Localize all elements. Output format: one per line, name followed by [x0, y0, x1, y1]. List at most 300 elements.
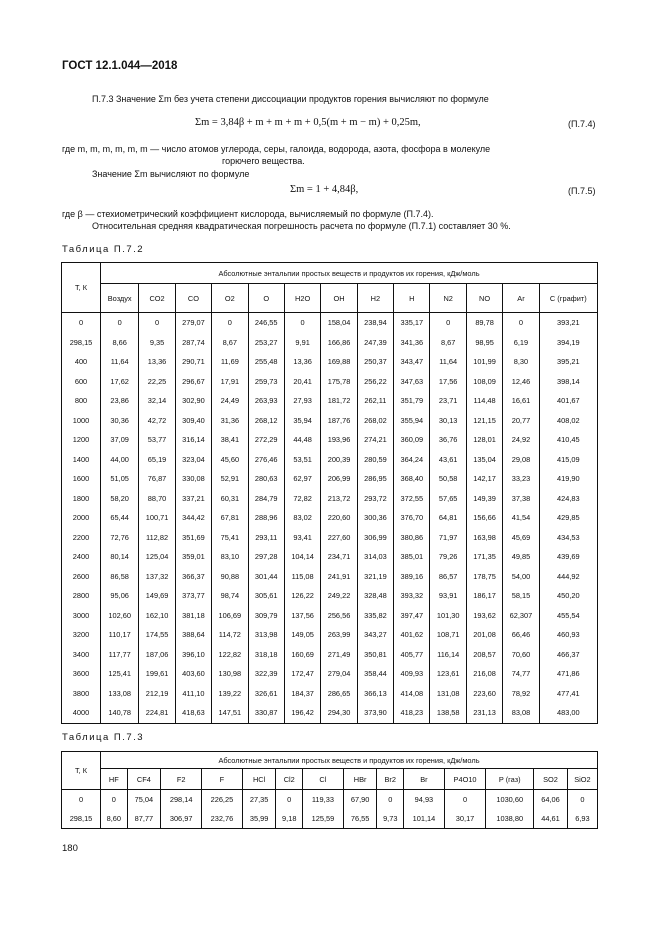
value-cell: 0: [377, 790, 404, 810]
temperature-cell: 3400: [62, 645, 101, 665]
value-cell: 20,41: [284, 372, 320, 392]
value-cell: 104,14: [284, 547, 320, 567]
value-cell: 9,73: [377, 809, 404, 829]
value-cell: 255,48: [248, 352, 284, 372]
value-cell: 395,21: [539, 352, 597, 372]
value-cell: 314,03: [357, 547, 393, 567]
value-cell: 86,58: [101, 567, 139, 587]
value-cell: 477,41: [539, 684, 597, 704]
value-cell: 45,69: [503, 528, 539, 548]
value-cell: 0: [444, 790, 485, 810]
value-cell: 149,05: [284, 625, 320, 645]
value-cell: 17,91: [212, 372, 248, 392]
value-cell: 75,41: [212, 528, 248, 548]
temperature-cell: 400: [62, 352, 101, 372]
value-cell: 24,49: [212, 391, 248, 411]
column-header: C (графит): [539, 284, 597, 313]
value-cell: 256,22: [357, 372, 393, 392]
value-cell: 9,18: [276, 809, 303, 829]
value-cell: 95,06: [101, 586, 139, 606]
value-cell: 268,12: [248, 411, 284, 431]
value-cell: 86,57: [430, 567, 466, 587]
paragraph-value: Значение Σm вычисляют по формуле: [92, 169, 250, 179]
value-cell: 302,90: [175, 391, 211, 411]
column-header: Cl2: [276, 769, 303, 790]
value-cell: 74,77: [503, 664, 539, 684]
value-cell: 178,75: [466, 567, 502, 587]
value-cell: 297,28: [248, 547, 284, 567]
value-cell: 401,62: [394, 625, 430, 645]
table1-group-header: Абсолютные энтальпии простых веществ и продуктов их горения, кДж/моль: [101, 263, 598, 284]
value-cell: 62,307: [503, 606, 539, 626]
value-cell: 42,72: [139, 411, 175, 431]
value-cell: 187,76: [321, 411, 357, 431]
value-cell: 216,08: [466, 664, 502, 684]
value-cell: 22,25: [139, 372, 175, 392]
value-cell: 122,82: [212, 645, 248, 665]
value-cell: 37,38: [503, 489, 539, 509]
value-cell: 200,39: [321, 450, 357, 470]
column-header: N2: [430, 284, 466, 313]
value-cell: 184,37: [284, 684, 320, 704]
temperature-cell: 2200: [62, 528, 101, 548]
temperature-cell: 4000: [62, 703, 101, 723]
value-cell: 351,79: [394, 391, 430, 411]
value-cell: 256,56: [321, 606, 357, 626]
table-row: [62, 430, 598, 450]
value-cell: 102,60: [101, 606, 139, 626]
value-cell: 60,31: [212, 489, 248, 509]
value-cell: 411,10: [175, 684, 211, 704]
value-cell: 187,06: [139, 645, 175, 665]
value-cell: 24,92: [503, 430, 539, 450]
temperature-cell: 3200: [62, 625, 101, 645]
value-cell: 231,13: [466, 703, 502, 723]
value-cell: 29,08: [503, 450, 539, 470]
value-cell: 249,22: [321, 586, 357, 606]
value-cell: 224,81: [139, 703, 175, 723]
value-cell: 409,93: [394, 664, 430, 684]
formula-p74: Σm = 3,84β + m + m + m + 0,5(m + m − m) + 0,25m,: [195, 117, 421, 128]
value-cell: 306,99: [357, 528, 393, 548]
table-row: [62, 645, 598, 665]
temperature-cell: 2600: [62, 567, 101, 587]
table-row: [62, 809, 598, 829]
value-cell: 101,30: [430, 606, 466, 626]
column-header: SiO2: [567, 769, 597, 790]
value-cell: 71,97: [430, 528, 466, 548]
value-cell: 397,47: [394, 606, 430, 626]
value-cell: 415,09: [539, 450, 597, 470]
value-cell: 296,67: [175, 372, 211, 392]
column-header: CO: [175, 284, 211, 313]
value-cell: 280,63: [248, 469, 284, 489]
temperature-cell: 1000: [62, 411, 101, 431]
value-cell: 201,08: [466, 625, 502, 645]
value-cell: 247,39: [357, 333, 393, 353]
table-row: [62, 664, 598, 684]
value-cell: 246,55: [248, 313, 284, 333]
value-cell: 0: [101, 790, 128, 810]
value-cell: 44,00: [101, 450, 139, 470]
table-row: [62, 684, 598, 704]
value-cell: 98,95: [466, 333, 502, 353]
value-cell: 78,92: [503, 684, 539, 704]
value-cell: 321,19: [357, 567, 393, 587]
value-cell: 293,11: [248, 528, 284, 548]
value-cell: 368,40: [394, 469, 430, 489]
value-cell: 227,60: [321, 528, 357, 548]
table-row: [62, 625, 598, 645]
value-cell: 238,94: [357, 313, 393, 333]
value-cell: 8,30: [503, 352, 539, 372]
value-cell: 0: [567, 790, 597, 810]
value-cell: 58,20: [101, 489, 139, 509]
value-cell: 398,14: [539, 372, 597, 392]
value-cell: 344,42: [175, 508, 211, 528]
value-cell: 263,99: [321, 625, 357, 645]
value-cell: 137,56: [284, 606, 320, 626]
table-row: [62, 508, 598, 528]
value-cell: 51,05: [101, 469, 139, 489]
table-p72: [61, 262, 598, 724]
value-cell: 30,17: [444, 809, 485, 829]
value-cell: 8,67: [430, 333, 466, 353]
column-header: Br: [404, 769, 445, 790]
value-cell: 8,66: [101, 333, 139, 353]
value-cell: 199,61: [139, 664, 175, 684]
value-cell: 35,99: [242, 809, 276, 829]
value-cell: 54,00: [503, 567, 539, 587]
value-cell: 172,47: [284, 664, 320, 684]
value-cell: 429,85: [539, 508, 597, 528]
paragraph-where2: где β — стехиометрический коэффициент кислорода, вычисляемый по формуле (П.7.4).: [62, 209, 434, 219]
value-cell: 158,04: [321, 313, 357, 333]
value-cell: 49,85: [503, 547, 539, 567]
value-cell: 293,72: [357, 489, 393, 509]
value-cell: 23,71: [430, 391, 466, 411]
value-cell: 337,21: [175, 489, 211, 509]
value-cell: 166,86: [321, 333, 357, 353]
value-cell: 93,41: [284, 528, 320, 548]
value-cell: 35,94: [284, 411, 320, 431]
temperature-cell: 0: [62, 313, 101, 333]
value-cell: 13,36: [139, 352, 175, 372]
value-cell: 280,59: [357, 450, 393, 470]
value-cell: 358,44: [357, 664, 393, 684]
value-cell: 335,17: [394, 313, 430, 333]
value-cell: 232,76: [202, 809, 243, 829]
value-cell: 347,63: [394, 372, 430, 392]
value-cell: 271,49: [321, 645, 357, 665]
value-cell: 9,91: [284, 333, 320, 353]
value-cell: 87,77: [127, 809, 161, 829]
value-cell: 126,22: [284, 586, 320, 606]
table2-tk-header: Т, К: [62, 752, 101, 790]
value-cell: 76,55: [343, 809, 377, 829]
temperature-cell: 3600: [62, 664, 101, 684]
value-cell: 38,41: [212, 430, 248, 450]
value-cell: 366,37: [175, 567, 211, 587]
value-cell: 6,19: [503, 333, 539, 353]
value-cell: 250,37: [357, 352, 393, 372]
value-cell: 323,04: [175, 450, 211, 470]
value-cell: 83,08: [503, 703, 539, 723]
value-cell: 223,60: [466, 684, 502, 704]
value-cell: 350,81: [357, 645, 393, 665]
temperature-cell: 0: [62, 790, 101, 810]
value-cell: 90,88: [212, 567, 248, 587]
value-cell: 408,02: [539, 411, 597, 431]
value-cell: 434,53: [539, 528, 597, 548]
column-header: F: [202, 769, 243, 790]
value-cell: 419,90: [539, 469, 597, 489]
value-cell: 393,32: [394, 586, 430, 606]
table-row: [62, 313, 598, 333]
temperature-cell: 1600: [62, 469, 101, 489]
value-cell: 16,61: [503, 391, 539, 411]
value-cell: 0: [139, 313, 175, 333]
value-cell: 186,17: [466, 586, 502, 606]
value-cell: 0: [276, 790, 303, 810]
value-cell: 424,83: [539, 489, 597, 509]
value-cell: 181,72: [321, 391, 357, 411]
column-header: H2O: [284, 284, 320, 313]
paragraph-p73: П.7.3 Значение Σm без учета степени диссоциации продуктов горения вычисляют по формуле: [92, 94, 489, 104]
value-cell: 0: [101, 313, 139, 333]
value-cell: 9,35: [139, 333, 175, 353]
value-cell: 8,60: [101, 809, 128, 829]
table1-caption: Таблица П.7.2: [62, 244, 145, 255]
value-cell: 286,95: [357, 469, 393, 489]
value-cell: 41,54: [503, 508, 539, 528]
value-cell: 53,77: [139, 430, 175, 450]
temperature-cell: 1800: [62, 489, 101, 509]
value-cell: 414,08: [394, 684, 430, 704]
table2-group-header: Абсолютные энтальпии простых веществ и продуктов их горения, кДж/моль: [101, 752, 598, 769]
table-row: [62, 333, 598, 353]
value-cell: 156,66: [466, 508, 502, 528]
value-cell: 355,94: [394, 411, 430, 431]
value-cell: 418,63: [175, 703, 211, 723]
value-cell: 309,40: [175, 411, 211, 431]
table-row: [62, 586, 598, 606]
table-row: [62, 411, 598, 431]
table-row: [62, 489, 598, 509]
value-cell: 149,39: [466, 489, 502, 509]
value-cell: 11,69: [212, 352, 248, 372]
value-cell: 328,48: [357, 586, 393, 606]
value-cell: 32,14: [139, 391, 175, 411]
value-cell: 138,58: [430, 703, 466, 723]
column-header: Cl: [303, 769, 344, 790]
value-cell: 17,62: [101, 372, 139, 392]
value-cell: 67,81: [212, 508, 248, 528]
column-header: H2: [357, 284, 393, 313]
value-cell: 220,60: [321, 508, 357, 528]
value-cell: 286,65: [321, 684, 357, 704]
value-cell: 364,24: [394, 450, 430, 470]
column-header: CO2: [139, 284, 175, 313]
table-row: [62, 372, 598, 392]
column-header: F2: [161, 769, 202, 790]
value-cell: 389,16: [394, 567, 430, 587]
value-cell: 114,48: [466, 391, 502, 411]
value-cell: 65,19: [139, 450, 175, 470]
value-cell: 108,09: [466, 372, 502, 392]
temperature-cell: 2400: [62, 547, 101, 567]
value-cell: 6,93: [567, 809, 597, 829]
column-header: OH: [321, 284, 357, 313]
value-cell: 142,17: [466, 469, 502, 489]
value-cell: 12,46: [503, 372, 539, 392]
table-row: [62, 469, 598, 489]
paragraph-where1-cont: горючего вещества.: [222, 156, 305, 166]
value-cell: 0: [430, 313, 466, 333]
value-cell: 50,58: [430, 469, 466, 489]
value-cell: 301,44: [248, 567, 284, 587]
value-cell: 193,96: [321, 430, 357, 450]
value-cell: 287,74: [175, 333, 211, 353]
value-cell: 121,15: [466, 411, 502, 431]
temperature-cell: 298,15: [62, 809, 101, 829]
value-cell: 67,90: [343, 790, 377, 810]
temperature-cell: 600: [62, 372, 101, 392]
value-cell: 93,91: [430, 586, 466, 606]
value-cell: 33,23: [503, 469, 539, 489]
value-cell: 322,39: [248, 664, 284, 684]
value-cell: 112,82: [139, 528, 175, 548]
column-header: Воздух: [101, 284, 139, 313]
value-cell: 94,93: [404, 790, 445, 810]
value-cell: 123,61: [430, 664, 466, 684]
value-cell: 128,01: [466, 430, 502, 450]
value-cell: 43,61: [430, 450, 466, 470]
value-cell: 341,36: [394, 333, 430, 353]
value-cell: 351,69: [175, 528, 211, 548]
value-cell: 380,86: [394, 528, 430, 548]
value-cell: 373,90: [357, 703, 393, 723]
value-cell: 57,65: [430, 489, 466, 509]
paragraph-where1: где m, m, m, m, m, m — число атомов углерода, серы, галоида, водорода, азота, фосфора в молекуле: [62, 144, 491, 154]
value-cell: 53,51: [284, 450, 320, 470]
value-cell: 31,36: [212, 411, 248, 431]
document-header: ГОСТ 12.1.044—2018: [62, 60, 178, 72]
paragraph-error: Относительная средняя квадратическая погрешность расчета по формуле (П.7.1) составляет 30 %.: [92, 221, 511, 231]
value-cell: 241,91: [321, 567, 357, 587]
value-cell: 276,46: [248, 450, 284, 470]
formula-number-p75: (П.7.5): [568, 186, 596, 196]
value-cell: 193,62: [466, 606, 502, 626]
value-cell: 83,10: [212, 547, 248, 567]
value-cell: 163,98: [466, 528, 502, 548]
value-cell: 11,64: [101, 352, 139, 372]
value-cell: 450,20: [539, 586, 597, 606]
temperature-cell: 1400: [62, 450, 101, 470]
value-cell: 64,06: [534, 790, 568, 810]
value-cell: 206,99: [321, 469, 357, 489]
value-cell: 343,27: [357, 625, 393, 645]
value-cell: 213,72: [321, 489, 357, 509]
table-row: [62, 528, 598, 548]
value-cell: 0: [503, 313, 539, 333]
value-cell: 117,77: [101, 645, 139, 665]
value-cell: 305,61: [248, 586, 284, 606]
value-cell: 64,81: [430, 508, 466, 528]
value-cell: 326,61: [248, 684, 284, 704]
value-cell: 1030,60: [486, 790, 534, 810]
value-cell: 381,18: [175, 606, 211, 626]
table2-caption: Таблица П.7.3: [62, 732, 145, 743]
value-cell: 83,02: [284, 508, 320, 528]
value-cell: 372,55: [394, 489, 430, 509]
value-cell: 318,18: [248, 645, 284, 665]
formula-number-p74: (П.7.4): [568, 119, 596, 129]
value-cell: 70,60: [503, 645, 539, 665]
value-cell: 444,92: [539, 567, 597, 587]
temperature-cell: 2000: [62, 508, 101, 528]
value-cell: 288,96: [248, 508, 284, 528]
table1-tk-header: Т, К: [62, 263, 101, 313]
value-cell: 330,08: [175, 469, 211, 489]
value-cell: 30,36: [101, 411, 139, 431]
value-cell: 330,87: [248, 703, 284, 723]
page-number: 180: [62, 843, 78, 854]
value-cell: 284,79: [248, 489, 284, 509]
value-cell: 313,98: [248, 625, 284, 645]
value-cell: 125,59: [303, 809, 344, 829]
value-cell: 309,79: [248, 606, 284, 626]
value-cell: 396,10: [175, 645, 211, 665]
value-cell: 135,04: [466, 450, 502, 470]
table-p73: [61, 751, 598, 829]
value-cell: 316,14: [175, 430, 211, 450]
value-cell: 75,04: [127, 790, 161, 810]
value-cell: 110,17: [101, 625, 139, 645]
column-header: HCl: [242, 769, 276, 790]
value-cell: 405,77: [394, 645, 430, 665]
value-cell: 11,64: [430, 352, 466, 372]
temperature-cell: 2800: [62, 586, 101, 606]
value-cell: 147,51: [212, 703, 248, 723]
value-cell: 169,88: [321, 352, 357, 372]
value-cell: 385,01: [394, 547, 430, 567]
table-row: [62, 703, 598, 723]
value-cell: 44,48: [284, 430, 320, 450]
value-cell: 439,69: [539, 547, 597, 567]
value-cell: 17,56: [430, 372, 466, 392]
value-cell: 1038,80: [486, 809, 534, 829]
value-cell: 125,04: [139, 547, 175, 567]
value-cell: 0: [284, 313, 320, 333]
value-cell: 401,67: [539, 391, 597, 411]
column-header: HF: [101, 769, 128, 790]
value-cell: 27,93: [284, 391, 320, 411]
value-cell: 30,13: [430, 411, 466, 431]
value-cell: 115,08: [284, 567, 320, 587]
value-cell: 100,71: [139, 508, 175, 528]
value-cell: 366,13: [357, 684, 393, 704]
value-cell: 300,36: [357, 508, 393, 528]
value-cell: 455,54: [539, 606, 597, 626]
value-cell: 106,69: [212, 606, 248, 626]
value-cell: 394,19: [539, 333, 597, 353]
value-cell: 149,69: [139, 586, 175, 606]
value-cell: 101,14: [404, 809, 445, 829]
column-header: NO: [466, 284, 502, 313]
value-cell: 20,77: [503, 411, 539, 431]
value-cell: 298,14: [161, 790, 202, 810]
